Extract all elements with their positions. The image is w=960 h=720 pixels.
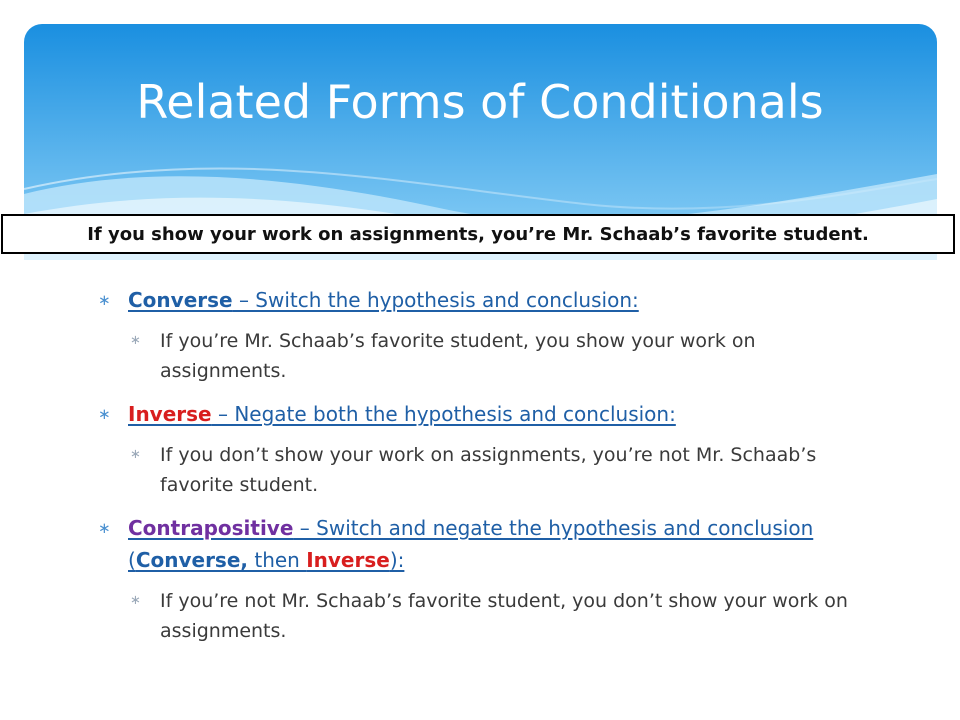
contrapositive-term: Contrapositive: [128, 516, 294, 540]
contrapositive-description: – Switch and negate the hypothesis and conclusion (: [128, 516, 814, 572]
conditional-statement-box: [1, 214, 955, 254]
converse-example: If you’re Mr. Schaab’s favorite student, you show your work on assignments.: [160, 330, 756, 382]
list-item-converse: [98, 284, 878, 316]
contrapositive-then: then: [248, 548, 307, 572]
contrapositive-inverse-ref: Inverse: [306, 548, 390, 572]
asterisk-bullet-icon: ∗: [130, 593, 141, 608]
inverse-example: If you don’t show your work on assignments, you’re not Mr. Schaab’s favorite student.: [160, 444, 817, 496]
asterisk-bullet-icon: ∗: [98, 291, 111, 309]
contrapositive-heading: [128, 516, 813, 572]
converse-term: Converse: [128, 288, 233, 312]
inverse-description: – Negate both the hypothesis and conclusion:: [211, 402, 676, 426]
list-item-contrapositive-example: [98, 586, 878, 646]
contrapositive-example: If you’re not Mr. Schaab’s favorite student, you don’t show your work on assignments.: [160, 590, 848, 642]
list-item-inverse-example: [98, 440, 878, 500]
conditional-statement: If you show your work on assignments, you’re Mr. Schaab’s favorite student.: [87, 223, 869, 245]
inverse-heading: [128, 402, 676, 426]
asterisk-bullet-icon: ∗: [98, 519, 111, 537]
content-list: [98, 284, 878, 658]
list-item-contrapositive: [98, 512, 878, 576]
asterisk-bullet-icon: ∗: [130, 447, 141, 462]
list-item-converse-example: [98, 326, 878, 386]
asterisk-bullet-icon: ∗: [130, 333, 141, 348]
converse-description: – Switch the hypothesis and conclusion:: [232, 288, 639, 312]
asterisk-bullet-icon: ∗: [98, 405, 111, 423]
converse-heading: [128, 288, 639, 312]
inverse-term: Inverse: [128, 402, 212, 426]
contrapositive-converse-ref: Converse,: [135, 548, 248, 572]
page-title: Related Forms of Conditionals: [136, 75, 824, 129]
contrapositive-end: ):: [389, 548, 405, 572]
list-item-inverse: [98, 398, 878, 430]
